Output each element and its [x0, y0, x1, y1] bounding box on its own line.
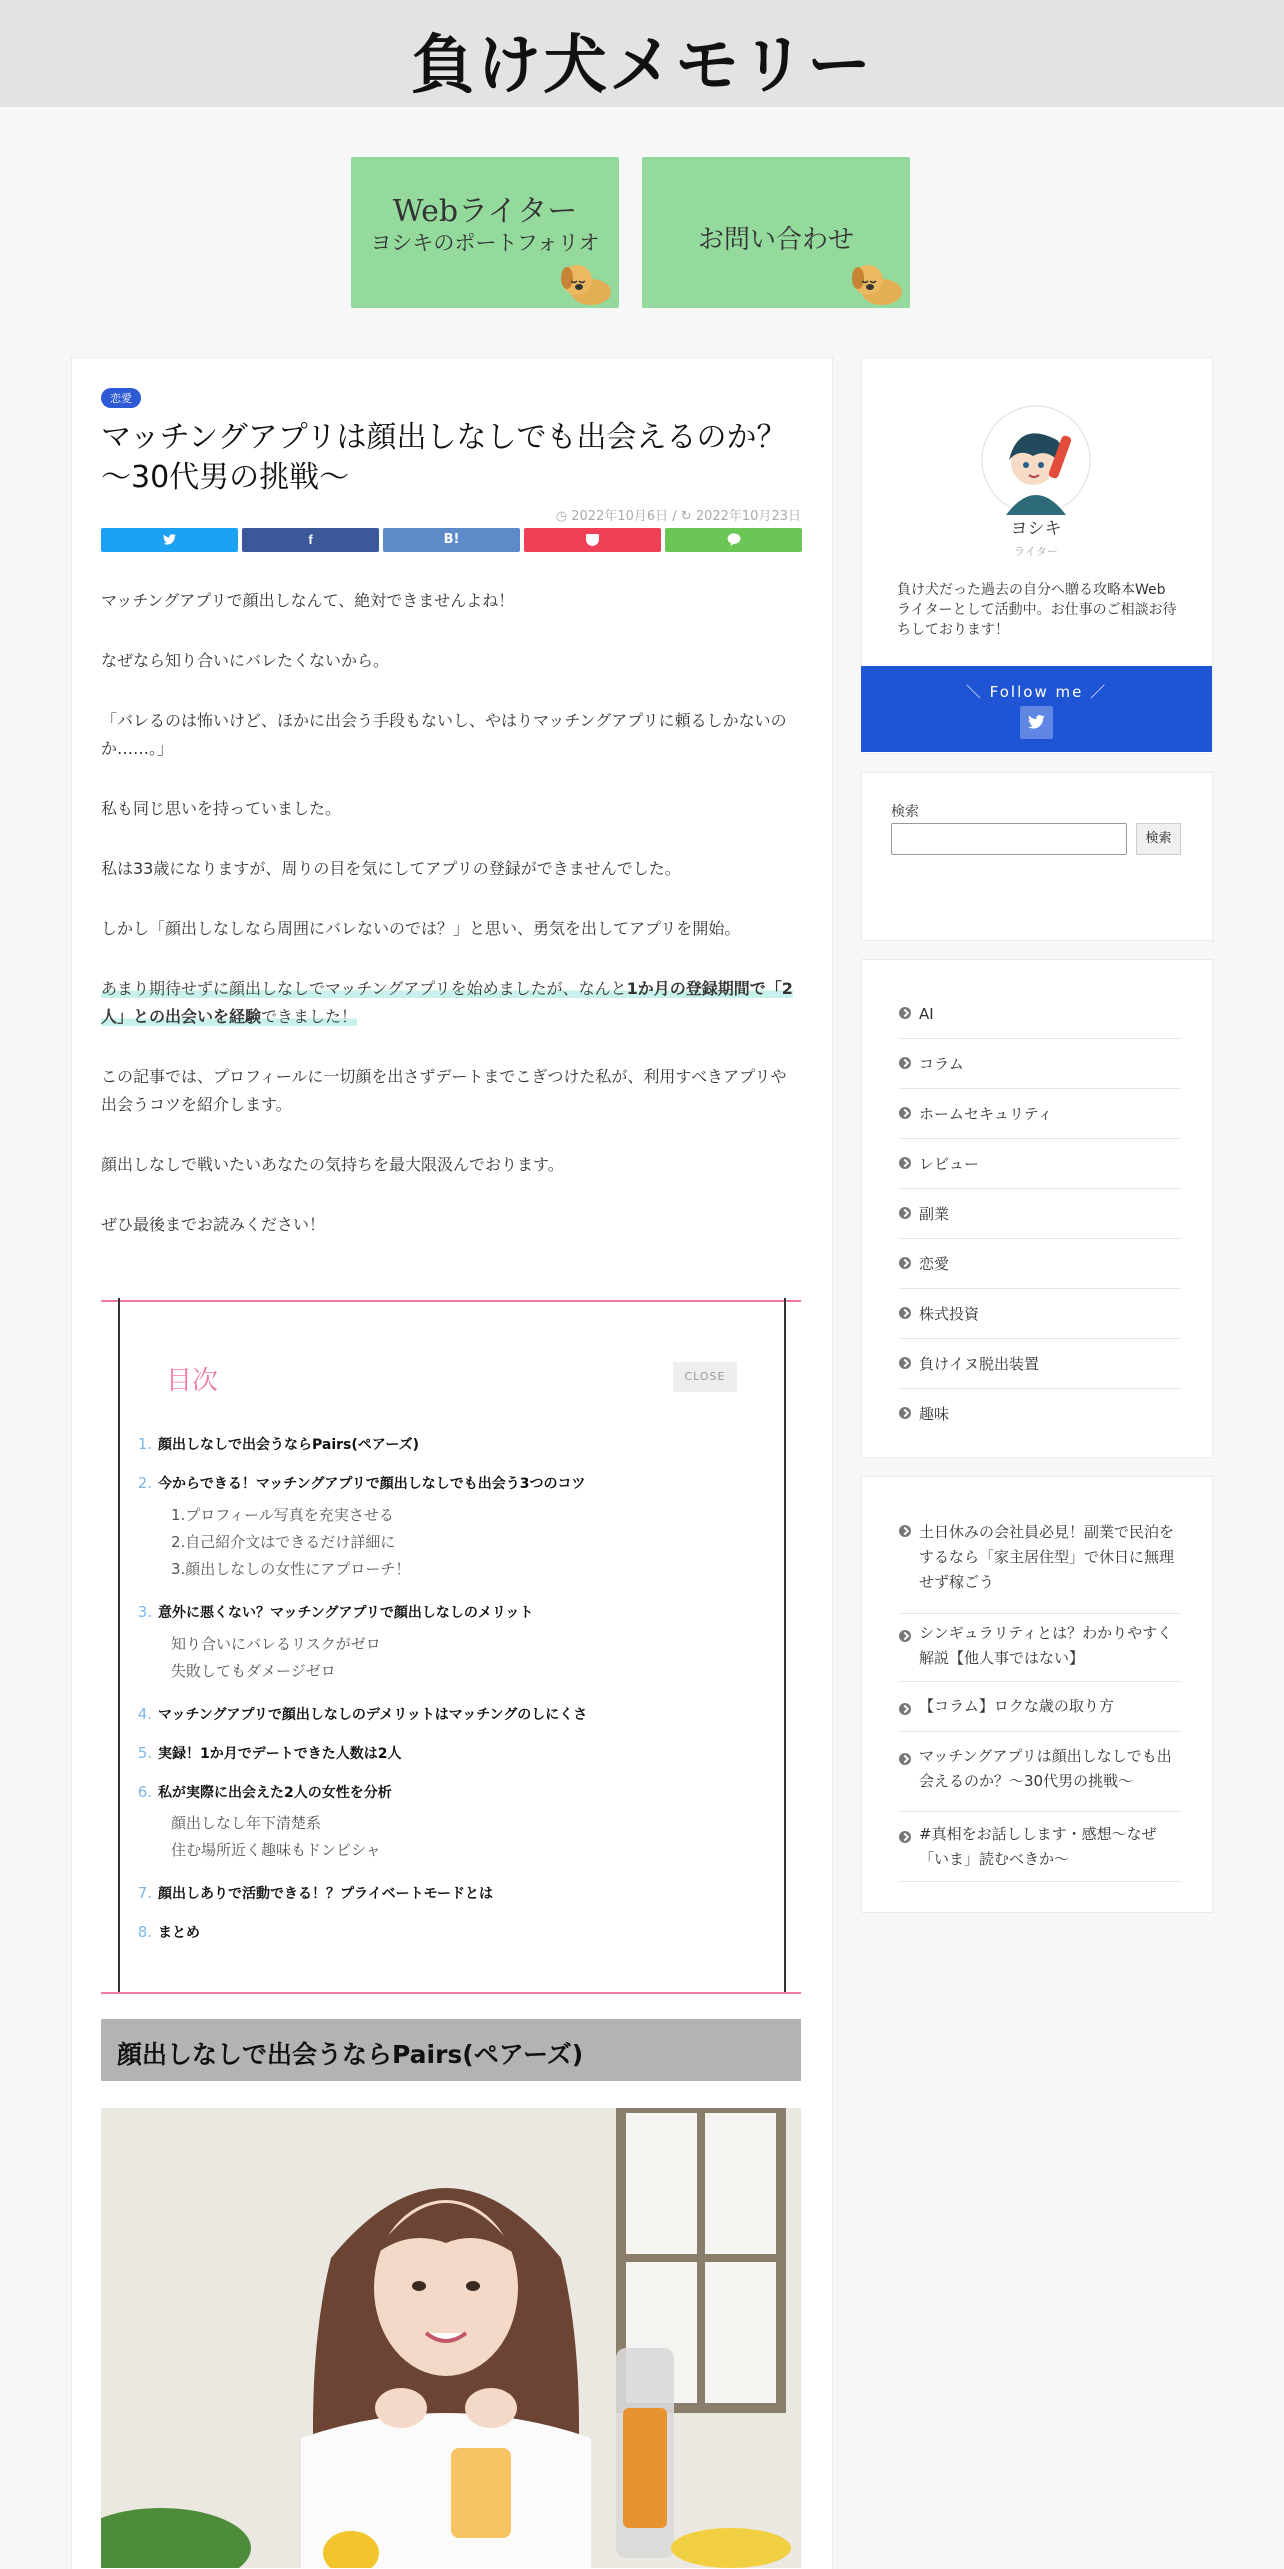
- toc-item-label: 私が実際に出会えた2人の女性を分析: [158, 1785, 392, 1801]
- published-date: 2022年10月6日: [571, 509, 669, 524]
- category-label: AI: [919, 1005, 934, 1023]
- category-item[interactable]: [899, 989, 1181, 1039]
- twitter-icon: [1020, 706, 1053, 739]
- chevron-circle-icon: [899, 1157, 911, 1169]
- category-item[interactable]: [899, 1189, 1181, 1239]
- paragraph: 「バレるのは怖いけど、ほかに出会う手段もないし、やはりマッチングアプリに頼るしかないのか……。」: [101, 711, 787, 758]
- pocket-icon: [586, 534, 599, 546]
- recent-post-title: 土日休みの会社員必見！副業で民泊をするなら「家主居住型」で休日に無理せず稼ごう: [919, 1523, 1175, 1591]
- recent-post-item[interactable]: [899, 1682, 1181, 1732]
- paragraph: 顔出しなしで戦いたいあなたの気持ちを最大限汲んでおります。: [101, 1155, 564, 1174]
- toc-subitem[interactable]: 2.自己紹介文はできるだけ詳細に: [171, 1533, 396, 1551]
- chevron-circle-icon: [899, 1703, 911, 1715]
- contact-banner[interactable]: [642, 157, 910, 308]
- search-button[interactable]: 検索: [1136, 823, 1181, 855]
- toc-border-left: [118, 1298, 120, 1992]
- category-badge[interactable]: 恋愛: [101, 388, 141, 408]
- search-input[interactable]: [891, 823, 1127, 855]
- chevron-circle-icon: [899, 1057, 911, 1069]
- toc-close-button[interactable]: CLOSE: [673, 1362, 737, 1392]
- follow-box: [861, 666, 1212, 752]
- share-line-button[interactable]: [665, 528, 802, 552]
- category-item[interactable]: [899, 1239, 1181, 1289]
- paragraph: この記事では、プロフィールに一切顔を出さずデートまでこぎつけた私が、利用すべきアプリや出会うコツを紹介します。: [101, 1067, 787, 1114]
- toc-title: 目次: [166, 1366, 219, 1396]
- toc-item-number: 8.: [137, 1923, 152, 1941]
- search-widget: [861, 772, 1213, 941]
- contact-banner-label: お問い合わせ: [697, 225, 854, 255]
- toc-item[interactable]: [129, 1703, 587, 1726]
- category-item[interactable]: [899, 1339, 1181, 1389]
- site-header: [0, 0, 1284, 107]
- chevron-circle-icon: [899, 1307, 911, 1319]
- category-label: 負けイヌ脱出装置: [919, 1355, 1040, 1373]
- category-item[interactable]: [899, 1389, 1181, 1439]
- profile-description: 負け犬だった過去の自分へ贈る攻略本Webライターとして活動中。お仕事のご相談お待ちしております！: [897, 582, 1177, 638]
- toc-subitem[interactable]: 住む場所近く趣味もドンピシャ: [171, 1841, 381, 1859]
- chevron-circle-icon: [899, 1525, 911, 1537]
- category-label: 趣味: [919, 1405, 950, 1423]
- updated-date: 2022年10月23日: [695, 509, 801, 524]
- paragraph: ぜひ最後までお読みください！: [101, 1215, 326, 1234]
- chevron-circle-icon: [899, 1630, 911, 1642]
- clock-icon: ◷: [555, 509, 568, 524]
- recent-post-item[interactable]: [899, 1516, 1181, 1614]
- category-label: ホームセキュリティ: [919, 1105, 1053, 1123]
- category-label: 副業: [919, 1205, 950, 1223]
- highlight-paragraph: [101, 975, 801, 1031]
- date-separator: /: [672, 509, 681, 524]
- search-label: 検索: [891, 804, 919, 820]
- share-facebook-button[interactable]: [242, 528, 379, 552]
- toc-subitem[interactable]: 失敗してもダメージゼロ: [171, 1662, 336, 1680]
- article-title: マッチングアプリは顔出しなしでも出会えるのか？～30代男の挑戦～: [101, 420, 787, 495]
- facebook-icon: f: [308, 532, 313, 547]
- dog-illustration: [848, 256, 904, 306]
- recent-post-item[interactable]: [899, 1812, 1181, 1882]
- toc-item-label: 顔出しなしで出会うならPairs(ペアーズ): [158, 1437, 420, 1453]
- paragraph: なぜなら知り合いにバレたくないから。: [101, 651, 390, 670]
- toc-item-number: 5.: [137, 1744, 152, 1762]
- chevron-circle-icon: [899, 1107, 911, 1119]
- section-heading-text: 顔出しなしで出会うならPairs(ペアーズ): [117, 2040, 584, 2069]
- toc-item[interactable]: [129, 1921, 200, 1944]
- dog-illustration: [557, 256, 613, 306]
- category-item[interactable]: [899, 1139, 1181, 1189]
- site-title[interactable]: 負け犬メモリー: [411, 29, 873, 103]
- section-heading: [101, 2019, 801, 2081]
- paragraph: しかし「顔出しなしなら周囲にバレないのでは？」と思い、勇気を出してアプリを開始。: [101, 919, 741, 938]
- chevron-circle-icon: [899, 1007, 911, 1019]
- toc-item-label: マッチングアプリで顔出しなしのデメリットはマッチングのしにくさ: [158, 1707, 588, 1723]
- category-item[interactable]: [899, 1089, 1181, 1139]
- category-label: 株式投資: [919, 1305, 980, 1323]
- toc-item-label: 顔出しありで活動できる！？プライベートモードとは: [158, 1886, 494, 1902]
- toc-subitem[interactable]: 3.顔出しなしの女性にアプローチ！: [171, 1560, 411, 1578]
- recent-post-item[interactable]: [899, 1614, 1181, 1682]
- category-label: レビュー: [919, 1155, 980, 1173]
- recent-post-title: マッチングアプリは顔出しなしでも出会えるのか？～30代男の挑戦～: [919, 1747, 1172, 1790]
- chevron-circle-icon: [899, 1831, 911, 1843]
- toc-border-right: [784, 1298, 786, 1992]
- article-photo: [101, 2108, 801, 2568]
- chevron-circle-icon: [899, 1753, 911, 1765]
- toc-item-label: 実録！1か月でデートできた人数は2人: [158, 1746, 402, 1762]
- toc-item-number: 1.: [137, 1435, 152, 1453]
- toc-item-number: 6.: [137, 1783, 152, 1801]
- profile-role: ライター: [1014, 545, 1058, 558]
- hatena-bookmark-icon: B!: [443, 532, 460, 547]
- toc-item[interactable]: [129, 1433, 419, 1456]
- chevron-circle-icon: [899, 1407, 911, 1419]
- follow-twitter-button[interactable]: [1020, 706, 1053, 739]
- paragraph: マッチングアプリで顔出しなんて、絶対できませんよね！: [101, 591, 515, 610]
- toc-subitem[interactable]: 知り合いにバレるリスクがゼロ: [171, 1635, 381, 1653]
- category-item[interactable]: [899, 1039, 1181, 1089]
- toc-item[interactable]: [129, 1601, 533, 1624]
- toc-subitem[interactable]: 1.プロフィール写真を充実させる: [171, 1506, 394, 1524]
- highlight-post: できました！: [261, 1007, 358, 1026]
- article-dates: [101, 505, 801, 524]
- toc-item-label: 意外に悪くない？マッチングアプリで顔出しなしのメリット: [158, 1605, 534, 1621]
- category-item[interactable]: [899, 1289, 1181, 1339]
- follow-label: ＼ Follow me ／: [965, 683, 1108, 701]
- portfolio-banner-line1: Webライター: [392, 194, 578, 229]
- share-hatena-button[interactable]: [383, 528, 520, 552]
- share-twitter-button[interactable]: [101, 528, 238, 552]
- profile-name: ヨシキ: [1010, 519, 1062, 539]
- chevron-circle-icon: [899, 1257, 911, 1269]
- toc-item-number: 2.: [137, 1474, 152, 1492]
- twitter-icon: [163, 534, 176, 545]
- toc-subitem[interactable]: 顔出しなし年下清楚系: [171, 1814, 322, 1832]
- share-pocket-button[interactable]: [524, 528, 661, 552]
- portfolio-banner-line2: ヨシキのポートフォリオ: [370, 231, 600, 255]
- highlight-bold: 1か月の登録期間で「2人」との出会いを経験: [101, 979, 793, 1026]
- paragraph: 私は33歳になりますが、周りの目を気にしてアプリの登録ができませんでした。: [101, 859, 681, 878]
- category-label: 恋愛: [919, 1255, 950, 1273]
- toc-item[interactable]: [129, 1882, 493, 1905]
- recent-post-title: 【コラム】ロクな歳の取り方: [919, 1697, 1114, 1715]
- highlight-pre: あまり期待せずに顔出しなしでマッチングアプリを始めましたが、なんと: [101, 979, 627, 998]
- toc-item-number: 4.: [137, 1705, 152, 1723]
- toc-item-number: 7.: [137, 1884, 152, 1902]
- recent-post-title: シンギュラリティとは？わかりやすく解説【他人事ではない】: [919, 1624, 1173, 1667]
- portfolio-banner[interactable]: [351, 157, 619, 308]
- paragraph: 私も同じ思いを持っていました。: [101, 799, 342, 818]
- refresh-icon: ↻: [680, 509, 692, 524]
- toc-item-label: まとめ: [158, 1925, 200, 1941]
- line-icon: [727, 533, 741, 546]
- avatar[interactable]: [981, 405, 1091, 515]
- toc-item[interactable]: [129, 1472, 586, 1495]
- recent-post-title: #真相をお話しします・感想～なぜ「いま」読むべきか～: [919, 1825, 1157, 1868]
- toc-item[interactable]: [129, 1781, 392, 1804]
- chevron-circle-icon: [899, 1207, 911, 1219]
- recent-post-item[interactable]: [899, 1732, 1181, 1812]
- toc-item-label: 今からできる！マッチングアプリで顔出しなしでも出会う3つのコツ: [158, 1476, 586, 1492]
- category-label: コラム: [919, 1055, 964, 1073]
- chevron-circle-icon: [899, 1357, 911, 1369]
- toc-item[interactable]: [129, 1742, 401, 1765]
- woman-photo-illustration: [101, 2108, 801, 2568]
- toc-item-number: 3.: [137, 1603, 152, 1621]
